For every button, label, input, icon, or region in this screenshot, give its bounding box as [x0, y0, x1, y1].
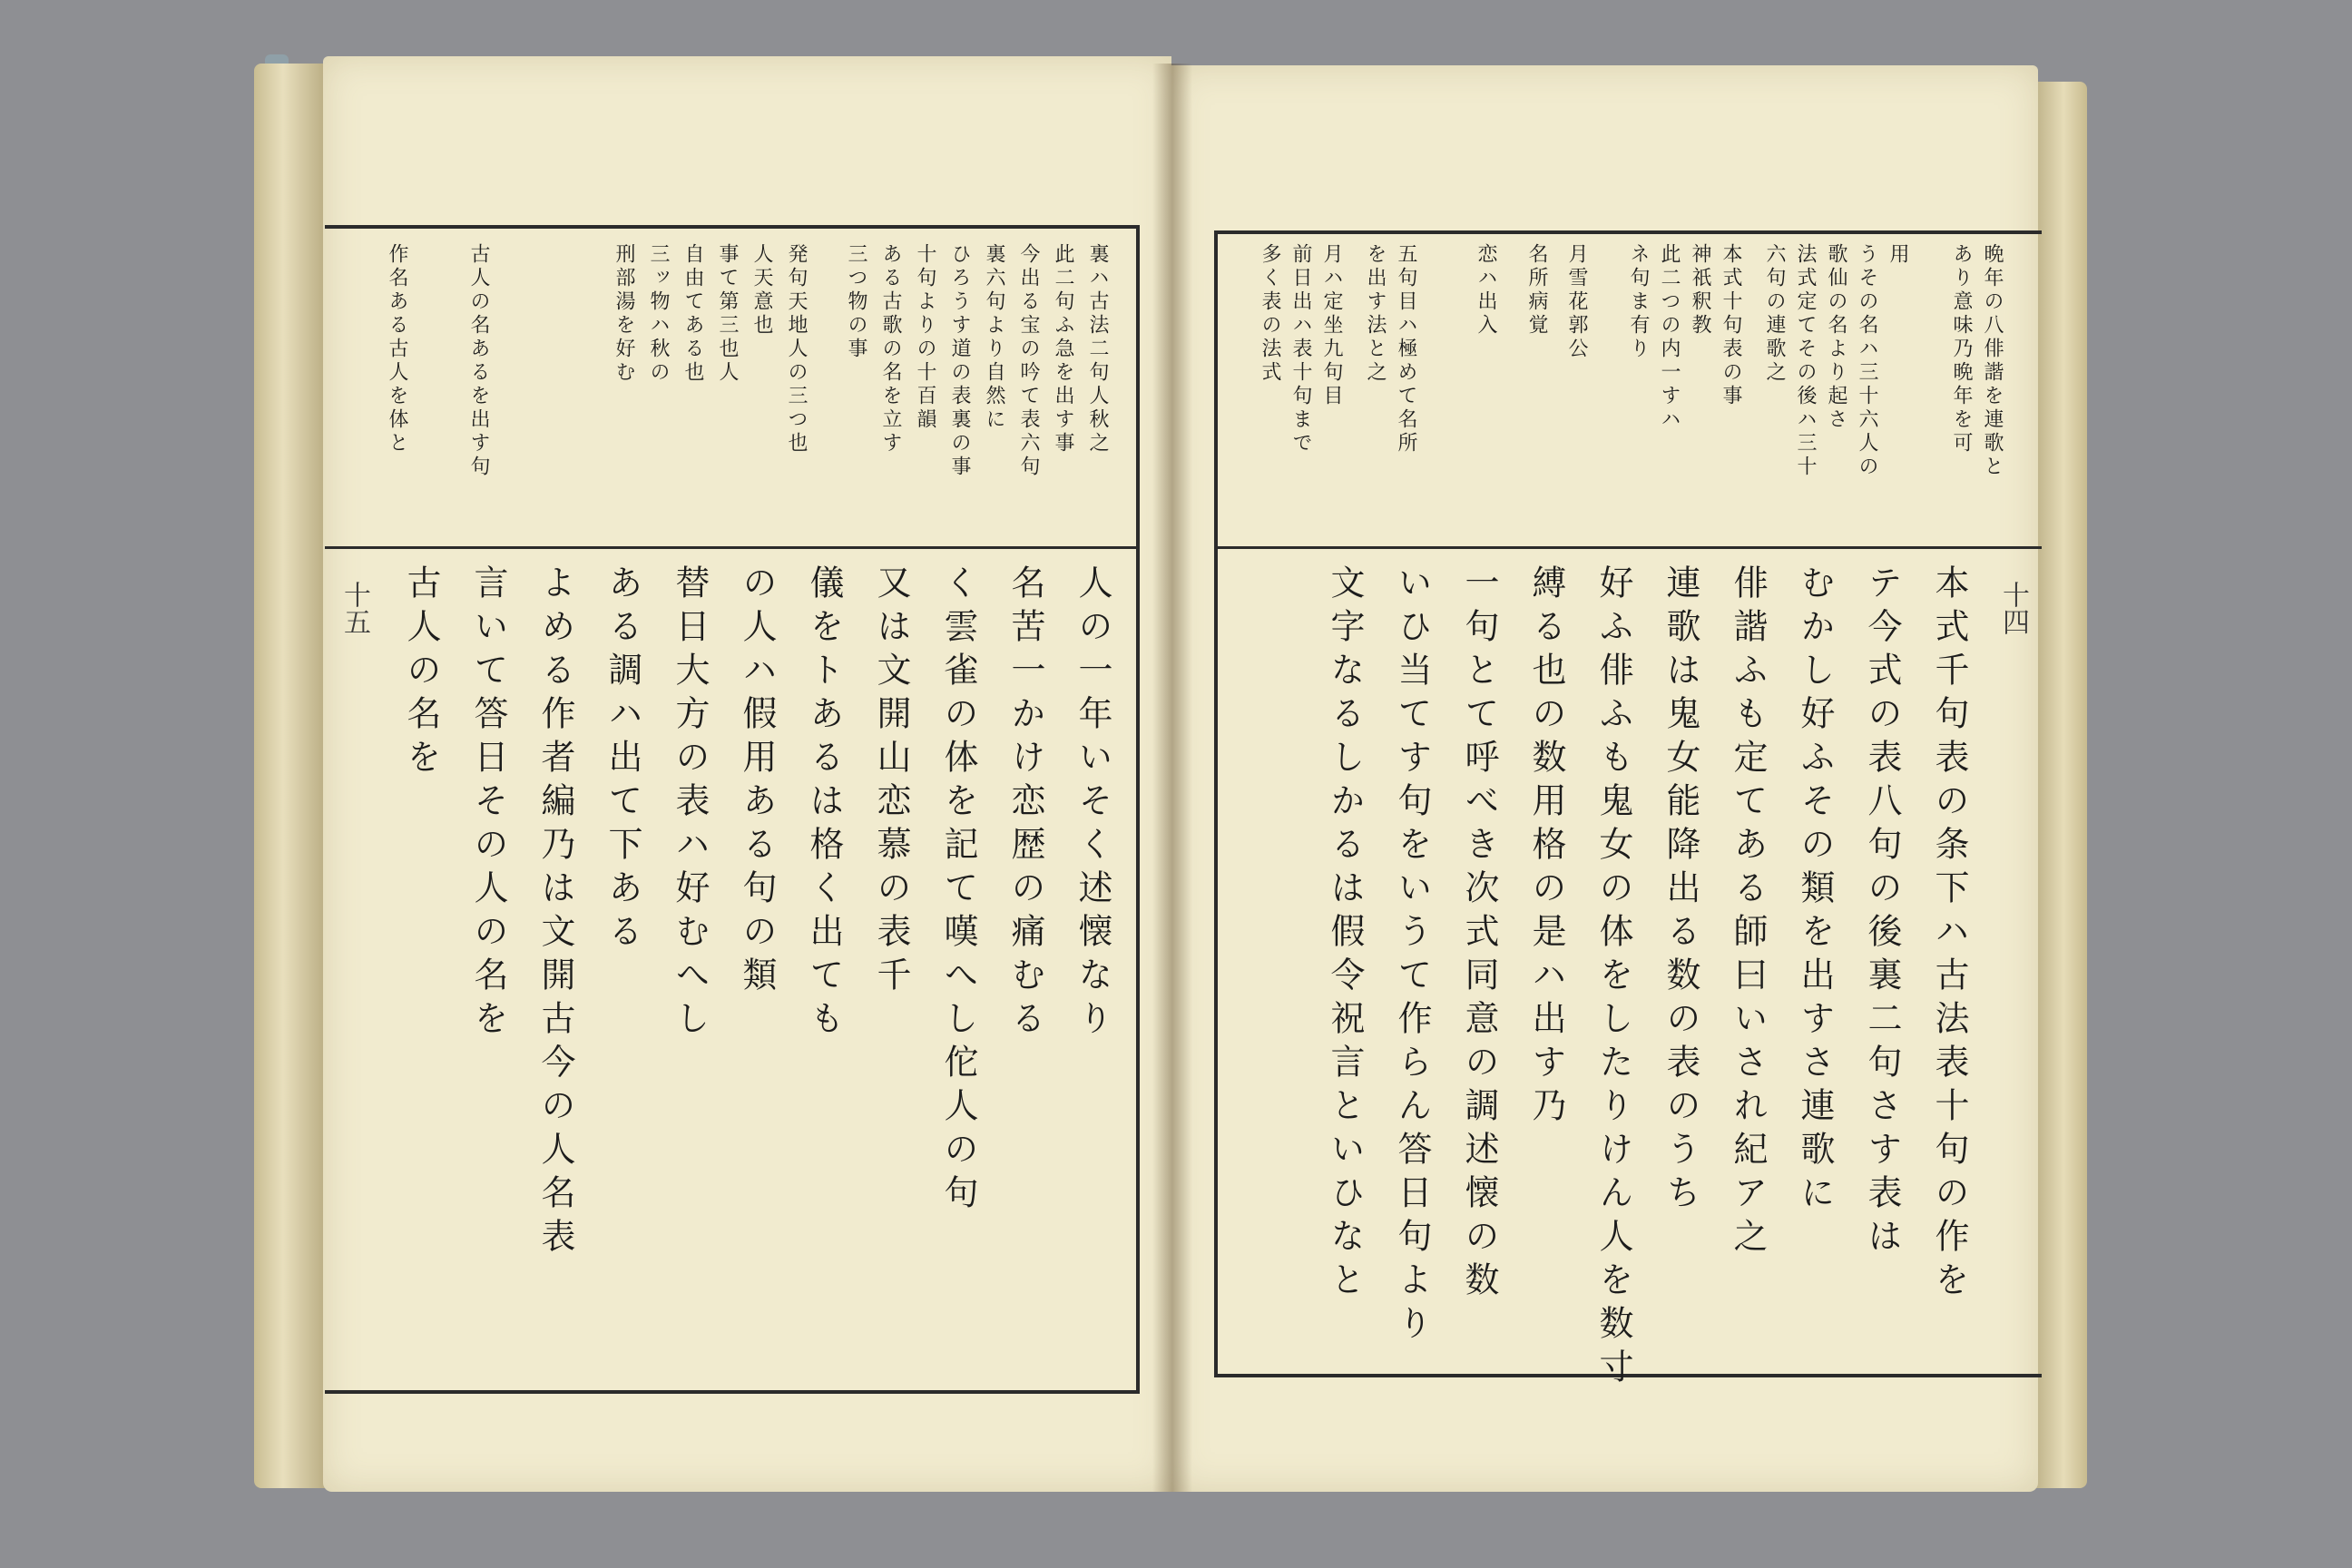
headnote-column: 月ハ定坐九句目: [1320, 243, 1343, 408]
headnote-column: 作名ある古人を体と: [386, 243, 408, 456]
text-column: く雲雀の体を記て嘆へし佗人の句: [938, 564, 978, 1218]
headnote-column: 此二句ふ急を出す事: [1052, 243, 1074, 456]
headnote-column: あり意味乃晩年を可: [1950, 243, 1973, 456]
headnote-column: 歌仙の名より起さ: [1825, 243, 1847, 432]
text-column: 儀をトあるは格く出ても: [804, 564, 844, 1044]
text-column: 縛る也の数用格の是ハ出す乃: [1526, 564, 1566, 1131]
text-column: 替日大方の表ハ好むへし: [670, 564, 710, 1044]
text-column: の人ハ假用ある句の類: [737, 564, 777, 1000]
text-column: 言いて答日その人の名を: [468, 564, 508, 1044]
book-gutter: [1152, 64, 1192, 1492]
headnote-column: 法式定てその後ハ三十: [1794, 243, 1817, 479]
headnote-column: 月雪花郭公: [1565, 243, 1588, 361]
text-column: 名苦一かけ恋歴の痛むる: [1005, 564, 1045, 1044]
headnote-column: 自由てある也: [681, 243, 704, 385]
headnote-column: 裏六句より自然に: [983, 243, 1005, 432]
left-page-number: 十五: [338, 581, 370, 635]
headnote-column: 神祇釈教: [1689, 243, 1711, 338]
text-column: いひ当てす句をいうて作らん答日句より: [1392, 564, 1432, 1348]
text-column: 人の一年いそく述懐なり: [1073, 564, 1112, 1044]
headnote-column: うその名ハ三十六人の: [1856, 243, 1878, 479]
right-headnote-divider: [1214, 546, 2042, 549]
text-column: 連歌は鬼女能降出る数の表のうち: [1661, 564, 1700, 1218]
headnote-column: 名所病覚: [1525, 243, 1548, 338]
text-column: ある調ハ出て下ある: [603, 564, 642, 956]
headnote-column: 古人の名あるを出す句: [467, 243, 490, 479]
text-column: 文字なるしかるは假令祝言といひなと: [1325, 564, 1365, 1305]
headnote-column: ひろうす道の表裏の事: [948, 243, 971, 479]
text-column: 好ふ俳ふも鬼女の体をしたりけん人を数寸: [1593, 564, 1633, 1392]
headnote-column: ネ句ま有り: [1627, 243, 1650, 361]
headnote-column: 六句の連歌之: [1763, 243, 1786, 385]
headnote-column: 三つ物の事: [845, 243, 867, 361]
headnote-column: 本式十句表の事: [1720, 243, 1742, 408]
left-page-stack: [254, 64, 327, 1488]
headnote-column: 発句天地人の三つ也: [785, 243, 808, 456]
headnote-column: 多く表の法式: [1259, 243, 1281, 385]
text-column: 本式千句表の条下ハ古法表十句の作を: [1929, 564, 1969, 1305]
text-column: よめる作者編乃は文開古今の人名表: [535, 564, 575, 1261]
headnote-column: 裏ハ古法二句人秋之: [1086, 243, 1109, 456]
headnote-column: 晩年の八俳諧を連歌と: [1981, 243, 2004, 479]
headnote-column: 三ッ物ハ秋の: [647, 243, 670, 385]
text-column: 古人の名を: [401, 564, 441, 782]
text-column: 一句とて呼べき次式同意の調述懐の数: [1459, 564, 1499, 1305]
headnote-column: 恋ハ出入: [1475, 243, 1497, 338]
headnote-column: ある古歌の名を立す: [879, 243, 902, 456]
headnote-column: 人天意也: [750, 243, 773, 338]
headnote-column: 五句目ハ極めて名所: [1395, 243, 1417, 456]
headnote-column: 用: [1886, 243, 1909, 267]
text-column: むかし好ふその類を出すさ連歌に: [1795, 564, 1835, 1218]
headnote-column: 十句よりの十百韻: [914, 243, 936, 432]
headnote-column: 事て第三也人: [716, 243, 739, 385]
left-headnote-divider: [325, 546, 1140, 549]
right-page-number: 十四: [1997, 581, 2029, 635]
headnote-column: を出す法と之: [1364, 243, 1387, 385]
text-column: テ今式の表八句の後裏二句さす表は: [1862, 564, 1902, 1261]
text-column: 俳諧ふも定てある師曰いされ紀ア之: [1728, 564, 1768, 1261]
headnote-column: 此二つの内一すハ: [1658, 243, 1681, 432]
headnote-column: 刑部湯を好む: [612, 243, 635, 385]
text-column: 又は文開山恋慕の表千: [871, 564, 911, 1000]
headnote-column: 今出る宝の吟て表六句: [1017, 243, 1040, 479]
headnote-column: 前日出ハ表十句まで: [1289, 243, 1312, 456]
